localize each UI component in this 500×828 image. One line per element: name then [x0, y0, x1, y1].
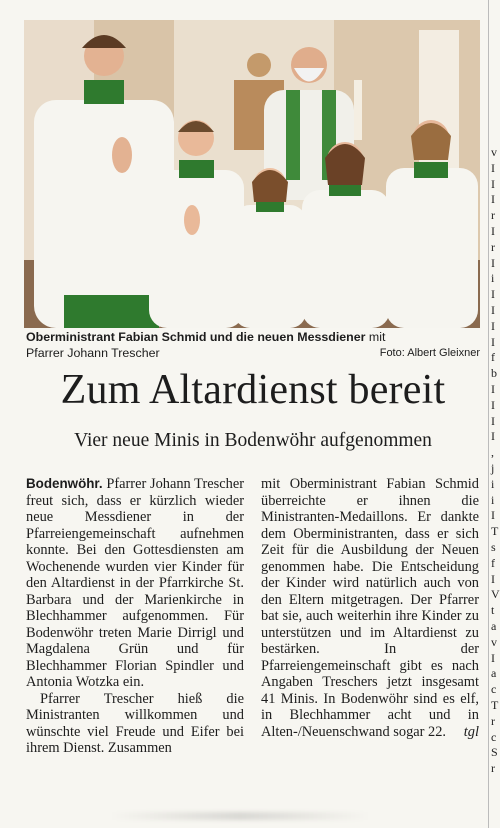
edge-letter: I: [491, 176, 495, 191]
edge-letter: I: [491, 287, 495, 302]
adjacent-article-edge: [488, 0, 498, 828]
edge-letter: I: [491, 508, 495, 523]
edge-letter: b: [491, 366, 497, 381]
edge-letter: a: [491, 619, 497, 633]
edge-letter: a: [491, 666, 497, 681]
bottom-shadow: [110, 812, 370, 820]
edge-letter: I: [491, 382, 495, 396]
edge-letter: T: [491, 524, 499, 539]
edge-letter: c: [491, 682, 497, 697]
edge-letter: I: [491, 160, 495, 175]
edge-letter: r: [491, 239, 495, 254]
edge-letter: I: [491, 397, 495, 412]
edge-letter: i: [491, 271, 495, 286]
edge-letter: i: [491, 476, 495, 491]
headline: Zum Altardienst bereit: [60, 367, 446, 413]
photo-credit: Foto: Albert Gleixner: [379, 346, 480, 359]
edge-letter: I: [491, 429, 495, 444]
edge-letter: I: [491, 192, 495, 207]
edge-letter: r: [491, 761, 495, 776]
subheadline: Vier neue Minis in Bodenwöhr aufgenommen: [74, 430, 432, 451]
caption-lead: Oberministrant Fabian Schmid und die neuen Messdiener: [26, 330, 366, 344]
edge-letter: T: [491, 698, 499, 712]
edge-letter: I: [491, 318, 495, 333]
edge-letter: s: [491, 540, 496, 554]
edge-letter: r: [491, 208, 495, 223]
edge-letter: v: [491, 634, 497, 649]
article-paragraph: Pfarrer Johann Trescher freut sich, dass er kürzlich wieder neue Messdiener in der Pfarreiengemeinschaft aufnehmen konnte. Bei den Gottesdiensten am Wochenende wurden vier Kinder für den Altardienst in der Pfarrkirche St. Barbara und der Marienkirche in Blechhammer aufgenommen. Für Bodenwöhr treten Marie Dirrigl und Magdalena Grün und für Blechhammer Florian Spindler und Antonia Wotzka ein.: [26, 476, 244, 690]
edge-letter: I: [491, 334, 495, 349]
edge-letter: f: [491, 350, 495, 365]
edge-letter: S: [491, 745, 498, 760]
caption-lead-tail: mit: [368, 330, 386, 344]
edge-letter: i: [491, 492, 495, 507]
edge-letter: r: [491, 713, 495, 728]
edge-letter: I: [491, 255, 495, 270]
edge-letter: I: [491, 303, 495, 317]
edge-letter: c: [491, 729, 497, 744]
edge-letter: f: [491, 555, 495, 570]
edge-letter: I: [491, 650, 495, 665]
edge-letter: I: [491, 224, 495, 238]
article-photo: [24, 20, 480, 328]
edge-letter: v: [491, 145, 497, 159]
article-column-left: [26, 476, 244, 757]
dateline: Bodenwöhr.: [26, 476, 103, 491]
edge-letter: I: [491, 413, 495, 428]
caption-line: Pfarrer Johann Trescher: [26, 345, 160, 360]
article-paragraph: mit Oberministrant Fabian Schmid überreichte er ihnen die Ministranten-Medaillons. Er dankte dem Oberministranten, dass er sich Zeit für die Ausbildung der Neuen genommen habe. Die Entscheidung der Kinder wird natürlich auch von den Eltern mitgetragen. Der Pfarrer bat sie, auch weiterhin ihre Kinder zu unterstützen und im Altardienst zu bestärken. In der Pfarreiengemeinschaft gibt es nach Angaben Treschers jetzt insgesamt 41 Minis. In Bodenwöhr sind es elf, in Blechhammer acht und in Alten-/Neuenschwand sogar 22.: [261, 476, 479, 740]
photo-caption: [26, 330, 480, 361]
author-signature: tgl: [463, 723, 479, 740]
article-column-right: [261, 476, 479, 740]
edge-letter: I: [491, 571, 495, 586]
edge-letter: V: [491, 587, 500, 602]
edge-letter: t: [491, 603, 495, 618]
edge-letter: j: [491, 461, 495, 475]
article-paragraph: Pfarrer Trescher hieß die Ministranten willkommen und wünschte viel Freude und Eifer bei ihrem Dienst. Zusammen: [26, 690, 244, 756]
column-rule: [488, 0, 489, 828]
edge-letter: ,: [491, 445, 494, 460]
